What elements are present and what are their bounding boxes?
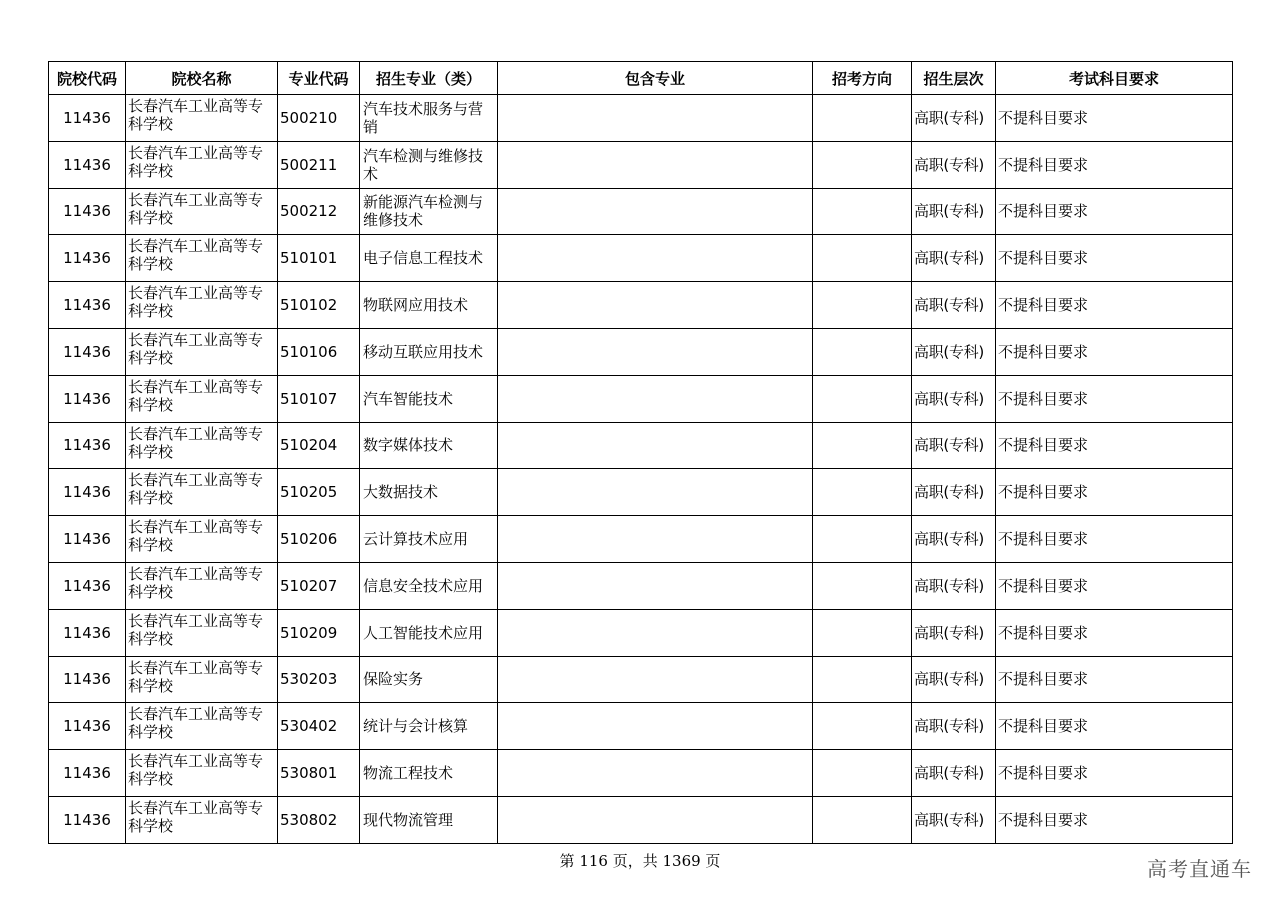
cell-major: 新能源汽车检测与维修技术 [360, 188, 498, 235]
cell-major: 物联网应用技术 [360, 282, 498, 329]
cell-school-code: 11436 [49, 796, 126, 843]
cell-included-majors [498, 375, 813, 422]
cell-direction [813, 235, 912, 282]
cell-included-majors [498, 609, 813, 656]
cell-school-code: 11436 [49, 141, 126, 188]
cell-requirement: 不提科目要求 [996, 282, 1233, 329]
cell-direction [813, 188, 912, 235]
cell-school-name: 长春汽车工业高等专科学校 [126, 95, 278, 142]
cell-level: 高职(专科) [912, 282, 996, 329]
cell-school-code: 11436 [49, 235, 126, 282]
cell-school-code: 11436 [49, 656, 126, 703]
cell-level: 高职(专科) [912, 422, 996, 469]
cell-included-majors [498, 750, 813, 797]
table-row [49, 516, 1233, 563]
cell-direction [813, 656, 912, 703]
cell-major-code: 510107 [278, 375, 360, 422]
cell-requirement: 不提科目要求 [996, 95, 1233, 142]
cell-level: 高职(专科) [912, 95, 996, 142]
cell-level: 高职(专科) [912, 188, 996, 235]
header-school-code: 院校代码 [49, 62, 126, 95]
header-included-majors: 包含专业 [498, 62, 813, 95]
cell-level: 高职(专科) [912, 562, 996, 609]
cell-level: 高职(专科) [912, 609, 996, 656]
table-row [49, 656, 1233, 703]
cell-school-code: 11436 [49, 750, 126, 797]
cell-school-name: 长春汽车工业高等专科学校 [126, 328, 278, 375]
cell-major: 人工智能技术应用 [360, 609, 498, 656]
table-row [49, 609, 1233, 656]
cell-included-majors [498, 95, 813, 142]
cell-school-name: 长春汽车工业高等专科学校 [126, 750, 278, 797]
header-major: 招生专业（类） [360, 62, 498, 95]
enrollment-table [48, 61, 1233, 844]
cell-school-name: 长春汽车工业高等专科学校 [126, 282, 278, 329]
cell-included-majors [498, 469, 813, 516]
table-row [49, 469, 1233, 516]
cell-major-code: 510206 [278, 516, 360, 563]
cell-school-code: 11436 [49, 516, 126, 563]
cell-requirement: 不提科目要求 [996, 328, 1233, 375]
cell-major: 保险实务 [360, 656, 498, 703]
cell-major-code: 510101 [278, 235, 360, 282]
table-row [49, 141, 1233, 188]
cell-level: 高职(专科) [912, 469, 996, 516]
cell-major: 大数据技术 [360, 469, 498, 516]
cell-direction [813, 562, 912, 609]
cell-requirement: 不提科目要求 [996, 609, 1233, 656]
cell-school-name: 长春汽车工业高等专科学校 [126, 516, 278, 563]
header-level: 招生层次 [912, 62, 996, 95]
cell-major-code: 510106 [278, 328, 360, 375]
cell-major-code: 500212 [278, 188, 360, 235]
cell-school-code: 11436 [49, 328, 126, 375]
cell-school-code: 11436 [49, 562, 126, 609]
cell-major: 云计算技术应用 [360, 516, 498, 563]
cell-level: 高职(专科) [912, 516, 996, 563]
cell-requirement: 不提科目要求 [996, 141, 1233, 188]
cell-requirement: 不提科目要求 [996, 796, 1233, 843]
cell-school-code: 11436 [49, 375, 126, 422]
cell-major: 物流工程技术 [360, 750, 498, 797]
cell-major: 现代物流管理 [360, 796, 498, 843]
cell-included-majors [498, 141, 813, 188]
cell-major-code: 530801 [278, 750, 360, 797]
header-row [49, 62, 1233, 95]
watermark: 高考直通车 [1147, 857, 1252, 881]
cell-level: 高职(专科) [912, 703, 996, 750]
cell-major: 电子信息工程技术 [360, 235, 498, 282]
cell-major-code: 500211 [278, 141, 360, 188]
cell-level: 高职(专科) [912, 796, 996, 843]
cell-direction [813, 141, 912, 188]
table-row [49, 188, 1233, 235]
cell-direction [813, 375, 912, 422]
cell-school-code: 11436 [49, 609, 126, 656]
table-row [49, 750, 1233, 797]
cell-major: 汽车技术服务与营销 [360, 95, 498, 142]
cell-level: 高职(专科) [912, 656, 996, 703]
page-number: 第 116 页，共 1369 页 [559, 852, 721, 870]
table-row [49, 703, 1233, 750]
cell-school-name: 长春汽车工业高等专科学校 [126, 562, 278, 609]
cell-major-code: 510209 [278, 609, 360, 656]
cell-school-code: 11436 [49, 95, 126, 142]
cell-requirement: 不提科目要求 [996, 703, 1233, 750]
cell-school-name: 长春汽车工业高等专科学校 [126, 141, 278, 188]
cell-school-name: 长春汽车工业高等专科学校 [126, 609, 278, 656]
cell-level: 高职(专科) [912, 235, 996, 282]
cell-direction [813, 703, 912, 750]
table-row [49, 328, 1233, 375]
cell-school-name: 长春汽车工业高等专科学校 [126, 188, 278, 235]
cell-major: 信息安全技术应用 [360, 562, 498, 609]
cell-direction [813, 95, 912, 142]
cell-included-majors [498, 796, 813, 843]
cell-major: 统计与会计核算 [360, 703, 498, 750]
table-row [49, 796, 1233, 843]
cell-major-code: 510207 [278, 562, 360, 609]
cell-level: 高职(专科) [912, 141, 996, 188]
cell-major-code: 510205 [278, 469, 360, 516]
cell-included-majors [498, 188, 813, 235]
cell-direction [813, 469, 912, 516]
cell-requirement: 不提科目要求 [996, 235, 1233, 282]
cell-direction [813, 516, 912, 563]
cell-major: 汽车智能技术 [360, 375, 498, 422]
cell-major-code: 530802 [278, 796, 360, 843]
cell-school-name: 长春汽车工业高等专科学校 [126, 796, 278, 843]
cell-requirement: 不提科目要求 [996, 750, 1233, 797]
cell-level: 高职(专科) [912, 375, 996, 422]
cell-level: 高职(专科) [912, 328, 996, 375]
cell-included-majors [498, 562, 813, 609]
cell-direction [813, 750, 912, 797]
cell-requirement: 不提科目要求 [996, 188, 1233, 235]
cell-requirement: 不提科目要求 [996, 516, 1233, 563]
cell-major-code: 500210 [278, 95, 360, 142]
cell-included-majors [498, 422, 813, 469]
cell-level: 高职(专科) [912, 750, 996, 797]
table-row [49, 95, 1233, 142]
cell-school-code: 11436 [49, 188, 126, 235]
cell-direction [813, 328, 912, 375]
cell-major: 数字媒体技术 [360, 422, 498, 469]
cell-included-majors [498, 235, 813, 282]
cell-school-code: 11436 [49, 282, 126, 329]
cell-school-code: 11436 [49, 469, 126, 516]
cell-major-code: 510102 [278, 282, 360, 329]
header-requirement: 考试科目要求 [996, 62, 1233, 95]
cell-school-name: 长春汽车工业高等专科学校 [126, 422, 278, 469]
cell-requirement: 不提科目要求 [996, 375, 1233, 422]
cell-school-name: 长春汽车工业高等专科学校 [126, 375, 278, 422]
cell-school-name: 长春汽车工业高等专科学校 [126, 469, 278, 516]
cell-major-code: 530402 [278, 703, 360, 750]
table-row [49, 422, 1233, 469]
cell-included-majors [498, 282, 813, 329]
cell-included-majors [498, 328, 813, 375]
cell-direction [813, 796, 912, 843]
cell-major: 汽车检测与维修技术 [360, 141, 498, 188]
cell-requirement: 不提科目要求 [996, 422, 1233, 469]
cell-school-code: 11436 [49, 703, 126, 750]
cell-included-majors [498, 703, 813, 750]
cell-direction [813, 609, 912, 656]
header-school-name: 院校名称 [126, 62, 278, 95]
table-row [49, 562, 1233, 609]
cell-major-code: 530203 [278, 656, 360, 703]
cell-requirement: 不提科目要求 [996, 656, 1233, 703]
cell-included-majors [498, 516, 813, 563]
header-direction: 招考方向 [813, 62, 912, 95]
cell-direction [813, 422, 912, 469]
cell-requirement: 不提科目要求 [996, 469, 1233, 516]
cell-direction [813, 282, 912, 329]
cell-requirement: 不提科目要求 [996, 562, 1233, 609]
table-row [49, 282, 1233, 329]
cell-school-name: 长春汽车工业高等专科学校 [126, 235, 278, 282]
header-major-code: 专业代码 [278, 62, 360, 95]
table-row [49, 235, 1233, 282]
cell-school-code: 11436 [49, 422, 126, 469]
cell-major-code: 510204 [278, 422, 360, 469]
table-row [49, 375, 1233, 422]
cell-major: 移动互联应用技术 [360, 328, 498, 375]
cell-included-majors [498, 656, 813, 703]
cell-school-name: 长春汽车工业高等专科学校 [126, 656, 278, 703]
cell-school-name: 长春汽车工业高等专科学校 [126, 703, 278, 750]
